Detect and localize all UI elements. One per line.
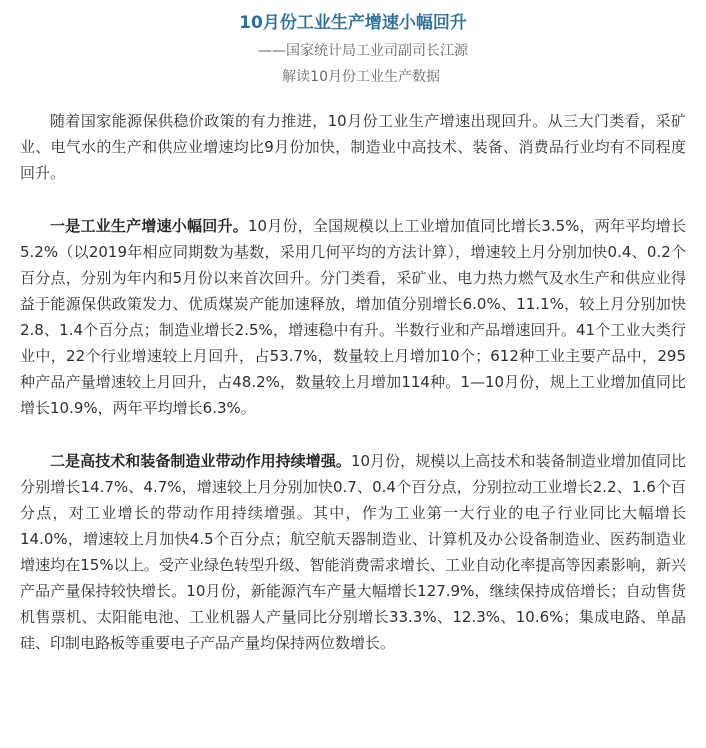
article-title: 10月份工业生产增速小幅回升	[239, 13, 467, 33]
section-1-heading: 一是工业生产增速小幅回升。	[50, 217, 248, 235]
intro-paragraph: 随着国家能源保供稳价政策的有力推进，10月份工业生产增速出现回升。从三大门类看，采矿业、电气水的生产和供应业增速均比9月份加快，制造业中高技术、装备、消费品行业均有不同程度回升。	[20, 112, 686, 182]
section-2-heading: 二是高技术和装备制造业带动作用持续增强。	[50, 452, 351, 470]
section-1-paragraph	[20, 213, 686, 421]
article-subtitle-author: ——国家统计局工业司副司长江源	[258, 43, 468, 59]
section-1-body: 10月份，全国规模以上工业增加值同比增长3.5%，两年平均增长5.2%（以2019年相应同期数为基数，采用几何平均的方法计算），增速较上月分别加快0.4、0.2个百分点，分别为年内和5月份以来首次回升。分门类看，采矿业、电力热力燃气及水生产和供应业得益于能源保供政策发力、优质煤炭产能加速释放，增加值分别增长6.0%、11.1%，较上月分别加快2.8、1.4个百分点；制造业增长2.5%，增速稳中有升。半数行业和产品增速回升。41个工业大类行业中，22个行业增速较上月回升，占53.7%，数量较上月增加10个；612种工业主要产品中，295种产品产量增速较上月回升，占48.2%，数量较上月增加114种。1—10月份，规上工业增加值同比增长10.9%，两年平均增长6.3%。	[20, 217, 686, 417]
section-2-body: 10月份，规模以上高技术和装备制造业增加值同比分别增长14.7%、4.7%，增速较上月分别加快0.7、0.4个百分点，分别拉动工业增长2.2、1.6个百分点，对工业增长的带动作用持续增强。其中，作为工业第一大行业的电子行业同比大幅增长14.0%，增速较上月加快4.5个百分点；航空航天器制造业、计算机及办公设备制造业、医药制造业增速均在15%以上。受产业绿色转型升级、智能消费需求增长、工业自动化率提高等因素影响，新兴产品产量保持较快增长。10月份，新能源汽车产量大幅增长127.9%，继续保持成倍增长；自动售货机售票机、太阳能电池、工业机器人产量同比分别增长33.3%、12.3%、10.6%；集成电路、单晶硅、印制电路板等重要电子产品产量均保持两位数增长。	[20, 452, 686, 652]
article-subtitle-topic: 解读10月份工业生产数据	[282, 69, 440, 85]
section-2-paragraph	[20, 448, 686, 656]
